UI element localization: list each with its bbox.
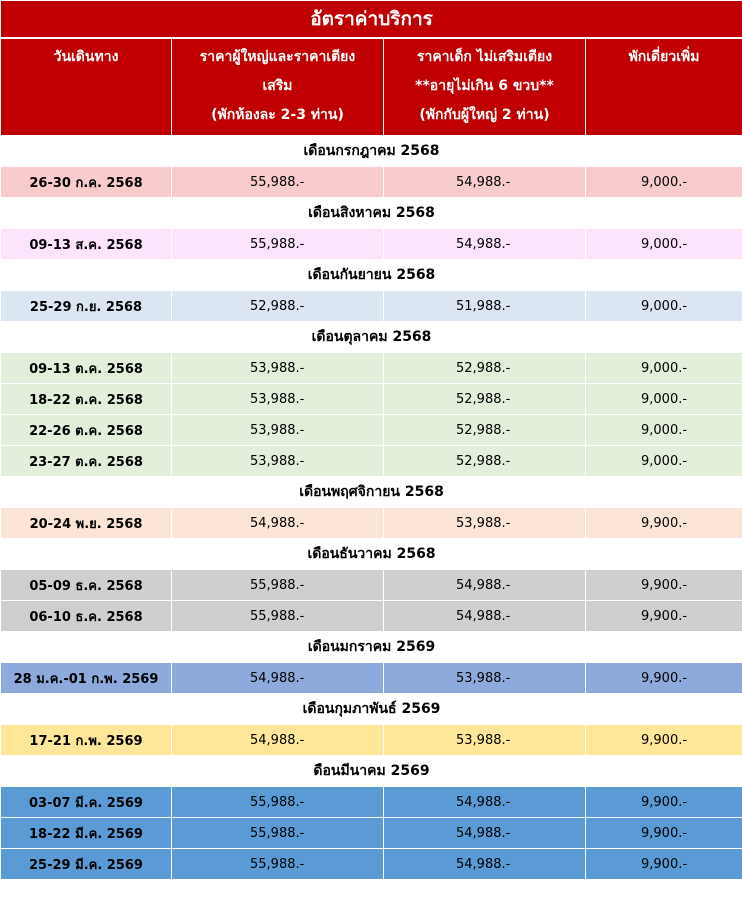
header-travel-date: วันเดินทาง <box>1 38 172 136</box>
single-supplement-cell: 9,000.- <box>586 167 742 198</box>
table-row <box>1 167 742 198</box>
child-price-cell: 53,988.- <box>384 508 586 539</box>
month-header-row <box>1 539 742 570</box>
table-row <box>1 446 742 477</box>
table-row <box>1 508 742 539</box>
single-supplement-cell: 9,900.- <box>586 601 742 632</box>
table-row <box>1 725 742 756</box>
travel-date-cell: 05-09 ธ.ค. 2568 <box>1 570 172 601</box>
child-price-cell: 52,988.- <box>384 415 586 446</box>
travel-date-cell: 09-13 ส.ค. 2568 <box>1 229 172 260</box>
adult-price-cell: 55,988.- <box>172 818 384 849</box>
travel-date-cell: 03-07 มี.ค. 2569 <box>1 787 172 818</box>
adult-price-cell: 52,988.- <box>172 291 384 322</box>
month-label: เดือนธันวาคม 2568 <box>307 546 436 562</box>
month-header-row <box>1 198 742 229</box>
adult-price-cell: 53,988.- <box>172 384 384 415</box>
single-supplement-cell: 9,000.- <box>586 229 742 260</box>
travel-date-cell: 23-27 ต.ค. 2568 <box>1 446 172 477</box>
table-body <box>1 136 742 880</box>
single-supplement-cell: 9,900.- <box>586 663 742 694</box>
month-label: เดือนตุลาคม 2568 <box>311 329 432 345</box>
adult-price-cell: 53,988.- <box>172 446 384 477</box>
table-row <box>1 601 742 632</box>
adult-price-cell: 55,988.- <box>172 570 384 601</box>
travel-date-cell: 17-21 ก.พ. 2569 <box>1 725 172 756</box>
header-child-line2: **อายุไม่เกิน 6 ขวบ** <box>415 78 554 94</box>
adult-price-cell: 55,988.- <box>172 229 384 260</box>
table-row <box>1 229 742 260</box>
adult-price-cell: 55,988.- <box>172 167 384 198</box>
adult-price-cell: 54,988.- <box>172 508 384 539</box>
child-price-cell: 54,988.- <box>384 849 586 880</box>
header-adult-line1: ราคาผู้ใหญ่และราคาเตียง <box>199 49 356 65</box>
child-price-cell: 53,988.- <box>384 663 586 694</box>
child-price-cell: 54,988.- <box>384 229 586 260</box>
month-header-row <box>1 136 742 167</box>
travel-date-cell: 18-22 ต.ค. 2568 <box>1 384 172 415</box>
adult-price-cell: 55,988.- <box>172 787 384 818</box>
table-row <box>1 353 742 384</box>
single-supplement-cell: 9,900.- <box>586 570 742 601</box>
travel-date-cell: 18-22 มี.ค. 2569 <box>1 818 172 849</box>
header-row <box>1 38 742 136</box>
travel-date-cell: 06-10 ธ.ค. 2568 <box>1 601 172 632</box>
travel-date-cell: 22-26 ต.ค. 2568 <box>1 415 172 446</box>
adult-price-cell: 53,988.- <box>172 353 384 384</box>
header-child-price <box>384 38 586 136</box>
travel-date-cell: 28 ม.ค.-01 ก.พ. 2569 <box>1 663 172 694</box>
table-row <box>1 787 742 818</box>
single-supplement-cell: 9,900.- <box>586 787 742 818</box>
table-row <box>1 291 742 322</box>
child-price-cell: 54,988.- <box>384 601 586 632</box>
month-label: เดือนสิงหาคม 2568 <box>308 205 435 221</box>
month-header-row <box>1 260 742 291</box>
table-row <box>1 849 742 880</box>
travel-date-cell: 09-13 ต.ค. 2568 <box>1 353 172 384</box>
header-child-line3: (พักกับผู้ใหญ่ 2 ท่าน) <box>419 107 550 123</box>
header-child-line1: ราคาเด็ก ไม่เสริมเตียง <box>416 49 553 65</box>
adult-price-cell: 54,988.- <box>172 725 384 756</box>
adult-price-cell: 54,988.- <box>172 663 384 694</box>
single-supplement-cell: 9,900.- <box>586 725 742 756</box>
table-row <box>1 415 742 446</box>
title-row <box>1 1 742 39</box>
month-label: เดือนกันยายน 2568 <box>307 267 436 283</box>
month-label: เดือนพฤศจิกายน 2568 <box>299 484 444 500</box>
single-supplement-cell: 9,900.- <box>586 849 742 880</box>
single-supplement-cell: 9,000.- <box>586 291 742 322</box>
month-header-row <box>1 694 742 725</box>
month-label: เดือนกรกฎาคม 2568 <box>303 143 440 159</box>
table-row <box>1 384 742 415</box>
single-supplement-cell: 9,000.- <box>586 384 742 415</box>
header-single-supplement: พักเดี่ยวเพิ่ม <box>586 38 742 136</box>
adult-price-cell: 55,988.- <box>172 849 384 880</box>
month-header-row <box>1 322 742 353</box>
month-header-row <box>1 477 742 508</box>
month-header-row <box>1 632 742 663</box>
month-label: เดือนกุมภาพันธ์ 2569 <box>302 701 441 717</box>
month-label: ดือนมีนาคม 2569 <box>313 763 430 779</box>
travel-date-cell: 20-24 พ.ย. 2568 <box>1 508 172 539</box>
month-header-row <box>1 756 742 787</box>
single-supplement-cell: 9,000.- <box>586 353 742 384</box>
table-row <box>1 570 742 601</box>
single-supplement-cell: 9,900.- <box>586 818 742 849</box>
table-row <box>1 663 742 694</box>
adult-price-cell: 53,988.- <box>172 415 384 446</box>
travel-date-cell: 25-29 ก.ย. 2568 <box>1 291 172 322</box>
child-price-cell: 54,988.- <box>384 818 586 849</box>
child-price-cell: 52,988.- <box>384 446 586 477</box>
month-label: เดือนมกราคม 2569 <box>307 639 436 655</box>
single-supplement-cell: 9,000.- <box>586 415 742 446</box>
header-adult-line2: เสริม <box>262 78 293 94</box>
table-title: อัตราค่าบริการ <box>1 1 742 39</box>
child-price-cell: 53,988.- <box>384 725 586 756</box>
adult-price-cell: 55,988.- <box>172 601 384 632</box>
child-price-cell: 54,988.- <box>384 167 586 198</box>
single-supplement-cell: 9,000.- <box>586 446 742 477</box>
header-adult-line3: (พักห้องละ 2-3 ท่าน) <box>211 107 344 123</box>
child-price-cell: 54,988.- <box>384 787 586 818</box>
child-price-cell: 54,988.- <box>384 570 586 601</box>
table-row <box>1 818 742 849</box>
travel-date-cell: 25-29 มี.ค. 2569 <box>1 849 172 880</box>
child-price-cell: 52,988.- <box>384 353 586 384</box>
child-price-cell: 52,988.- <box>384 384 586 415</box>
single-supplement-cell: 9,900.- <box>586 508 742 539</box>
travel-date-cell: 26-30 ก.ค. 2568 <box>1 167 172 198</box>
header-adult-price <box>172 38 384 136</box>
child-price-cell: 51,988.- <box>384 291 586 322</box>
